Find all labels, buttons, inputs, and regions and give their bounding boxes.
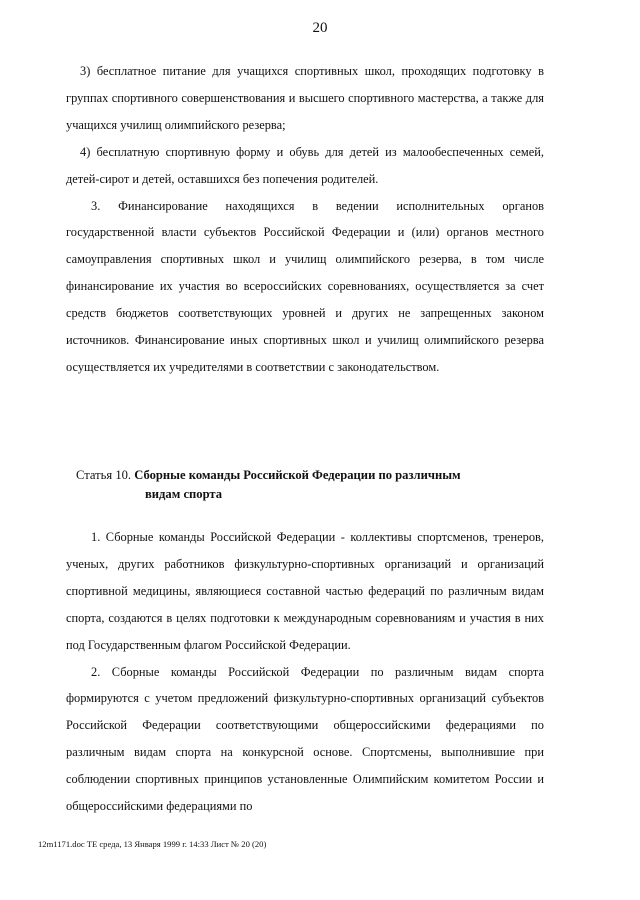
paragraph-item-3: 3) бесплатное питание для учащихся спортивных школ, проходящих подготовку в группах спортивного совершенствования и высшего спортивного мастерства, а также для учащихся училищ олимпийского резерва;	[66, 64, 544, 132]
paragraph-point-3: 3. Финансирование находящихся в ведении исполнительных органов государственной власти субъектов Российской Федерации и (или) органов местного самоуправления спортивных школ и училищ олимпийского резерва, в том числе финансирование их участия во всероссийских соревнованиях, осуществляется за счет средств бюджетов соответствующих уровней и других не запрещенных законом источников. Финансирование иных спортивных школ и училищ олимпийского резерва осуществляется их учредителями в соответствии с законодательством.	[66, 198, 544, 374]
section-top	[66, 58, 544, 381]
article-number: Статья 10.	[76, 468, 132, 482]
page-number: 20	[312, 20, 328, 36]
document-footer: 12m1171.doc TE среда, 13 Января 1999 г. 14:33 Лист № 20 (20)	[38, 839, 267, 849]
article-heading	[76, 466, 536, 504]
article-title-continuation: видам спорта	[145, 487, 223, 501]
article-title: Сборные команды Российской Федерации по различным	[134, 468, 461, 482]
paragraph-art10-point-2: 2. Сборные команды Российской Федерации по различным видам спорта формируются с учетом предложений физкультурно-спортивных организаций субъектов Российской Федерации соответствующими общероссийскими федерациями по различным видам спорта на конкурсной основе. Спортсмены, выполнившие при соблюдении спортивных принципов установленные Олимпийским комитетом России и общероссийскими федерациями по	[66, 664, 544, 814]
paragraph-art10-point-1: 1. Сборные команды Российской Федерации - коллективы спортсменов, тренеров, ученых, других работников физкультурно-спортивных организаций и организаций спортивной медицины, являющиеся составной частью федераций по различным видам спорта, создаются в целях подготовки к международным соревнованиям и участия в них под Государственным флагом Российской Федерации.	[66, 530, 544, 652]
article-heading-line1	[76, 466, 536, 485]
section-article-10	[66, 524, 544, 820]
paragraph-item-4: 4) бесплатную спортивную форму и обувь для детей из малообеспеченных семей, детей-сирот и детей, оставшихся без попечения родителей.	[66, 144, 544, 186]
